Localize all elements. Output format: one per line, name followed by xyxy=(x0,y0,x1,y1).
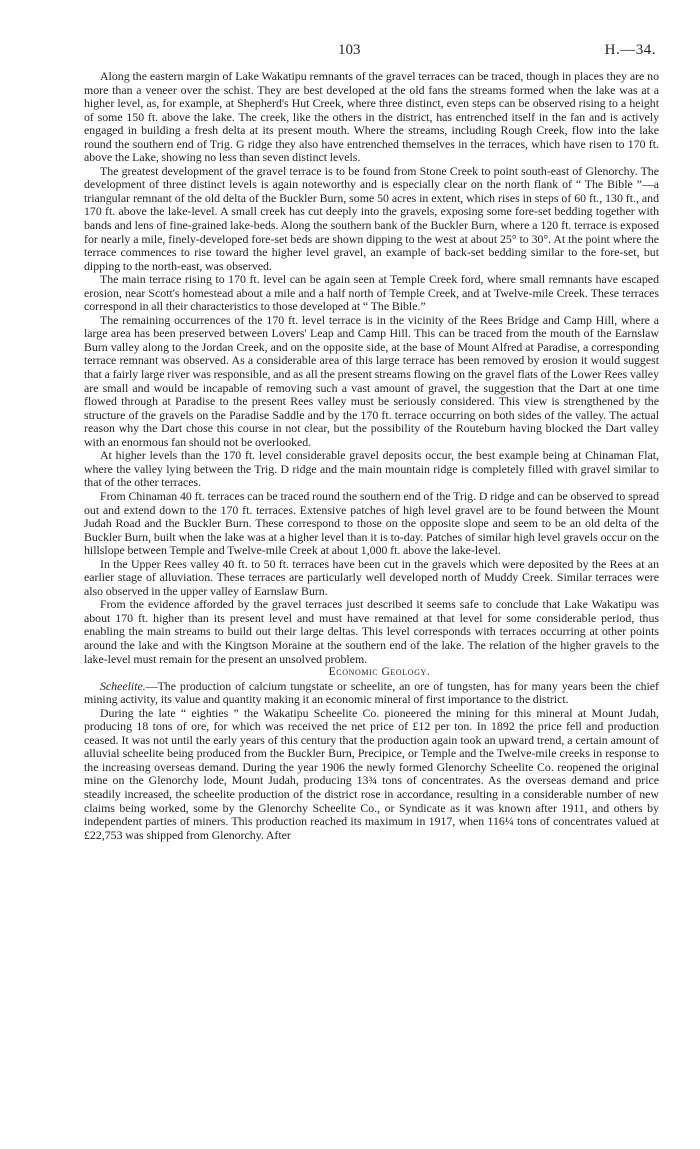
paragraph-upper-rees: In the Upper Rees valley 40 ft. to 50 ft. terraces have been cut in the gravels which were deposited by the Rees at an earlier stage of alluviation. These terraces are particularly well developed north of Muddy Creek. Similar terraces were also observed in the upper valley of Earnslaw Burn. xyxy=(84,556,659,598)
paragraph-remaining-occurrences: The remaining occurrences of the 170 ft. level terrace is in the vicinity of the Rees Bridge and Camp Hill, where a large area has been preserved between Lovers' Leap and Camp Hill. This can be traced from the mouth of the Earnslaw Burn valley along to the Jordan Creek, and on the opposite side, at the base of Mount Alfred at Paradise, a corresponding terrace remnant was observed. As a considerable area of this large terrace has been removed by erosion it would suggest that a fairly large river was responsible, and as all the present streams flowing on the gravel flats of the Lower Rees valley are small and would be incapable of removing such a vast amount of gravel, the suggestion that the Dart at one time flowed through at Paradise to the present Rees valley must be seriously considered. This view is strengthened by the structure of the gravels on the Paradise Saddle and by the 170 ft. terrace occurring on both sides of the valley. The actual reason why the Dart chose this course in not clear, but the possibility of the Routeburn having blocked the Dart valley with an enormous fan should not be overlooked. xyxy=(84,312,659,449)
paragraph-greatest-development: The greatest development of the gravel terrace is to be found from Stone Creek to point south-east of Glenorchy. The development of three distinct levels is again noteworthy and is especially clear on the north flank of “ The Bible ”—a triangular remnant of the old delta of the Buckler Burn, some 50 acres in extent, which rises in steps of 60 ft., 130 ft., and 170 ft. above the lake-level. A small creek has cut deeply into the gravels, exposing some fore-set bedding together with bands and lens of fine-grained lake-beds. Along the southern bank of the Buckler Burn, where a 120 ft. terrace is exposed for nearly a mile, finely-developed fore-set beds are shown dipping to the west at about 25° to 30°. At the point where the terrace commences to rise toward the higher level gravel, an example of back-set bedding similar to the fore-set, but dipping to the north-east, was observed. xyxy=(84,163,659,273)
paragraph-scheelite xyxy=(84,680,659,707)
run-in-title: Scheelite. xyxy=(100,678,146,693)
paragraph-chinaman: From Chinaman 40 ft. terraces can be traced round the southern end of the Trig. D ridge and can be observed to spread out and extend down to the 170 ft. terraces. Extensive patches of high level gravel are to be found between the Mount Judah Road and the Buckler Burn. These correspond to those on the opposite slope and seem to be an old delta of the Buckler Burn, built when the lake was at a higher level than it is to-day. Patches of similar high level gravels occur on the hillslope between Temple and Twelve-mile Creek at about 1,000 ft. above the lake-level. xyxy=(84,488,659,558)
paragraph-evidence: From the evidence afforded by the gravel terraces just described it seems safe to conclude that Lake Wakatipu was about 170 ft. higher than its present level and must have remained at that level for some considerable period, thus enabling the main streams to build out their large deltas. This level corresponds with terraces occurring at other points around the lake and with the Kingtson Moraine at the southern end of the lake. The relation of the higher gravels to the lake-level must remain for the present an unsolved problem. xyxy=(84,597,659,666)
scheelite-text: —The production of calcium tungstate or scheelite, an ore of tungsten, has for many years been the chief mining activity, its value and quantity making it an economic mineral of first importance to the district. xyxy=(84,678,659,707)
page-header xyxy=(0,42,700,62)
paragraph-eighties: During the late “ eighties ” the Wakatipu Scheelite Co. pioneered the mining for this mineral at Mount Judah, producing 18 tons of ore, for which was received the net price of £12 per ton. In 1892 the price fell and production ceased. It was not until the early years of this century that the production again took an upward trend, a certain amount of alluvial scheelite being produced from the Buckler Burn, Precipice, or Temple and the Twelve-mile creeks in response to the increasing overseas demand. During the year 1906 the newly formed Glenorchy Scheelite Co. reopened the original mine on the Glenorchy lode, Mount Judah, producing 13¾ tons of concentrates. As the overseas demand and price steadily increased, the scheelite production of the district rose in accordance, resulting in a considerable number of new claims being worked, some by the Glenorchy Scheelite Co., or Syndicate as it was known after 1911, and others by independent parties of miners. This production reached its maximum in 1917, when 116¼ tons of concentrates valued at £22,753 was shipped from Glenorchy. After xyxy=(84,705,659,842)
paragraph-higher-levels: At higher levels than the 170 ft. level considerable gravel deposits occur, the best example being at Chinaman Flat, where the valley lying between the Trig. D ridge and the main mountain ridge is completely filled with gravel similar to that of the other terraces. xyxy=(84,448,659,490)
page-number: 103 xyxy=(338,42,361,58)
paragraph-main-terrace: The main terrace rising to 170 ft. level can be again seen at Temple Creek ford, where small remnants have escaped erosion, near Scott's homestead about a mile and a half north of Temple Creek, and at Twelve-mile Creek. These terraces correspond in all their characteristics to those developed at “ The Bible.” xyxy=(84,272,659,314)
body-text xyxy=(84,70,659,842)
paragraph-eastern-margin: Along the eastern margin of Lake Wakatipu remnants of the gravel terraces can be traced, though in places they are no more than a veneer over the schist. They are best developed at the old fans the streams formed when the lake was at a higher level, as, for example, at Shepherd's Hut Creek, where three distinct, even steps can be observed rising to a height of some 150 ft. above the lake. The creek, like the others in the district, has entrenched itself in the fan and is actively engaged in building a fresh delta at its present mouth. Where the streams, including Rough Creek, flow into the lake round the southern end of Trig. G ridge they also have entrenched themselves in the terraces, which have risen to 170 ft. above the Lake, showing no less than seven distinct levels. xyxy=(84,69,659,165)
series-code: H.—34. xyxy=(604,42,656,58)
section-heading: Economic Geology. xyxy=(328,666,431,679)
